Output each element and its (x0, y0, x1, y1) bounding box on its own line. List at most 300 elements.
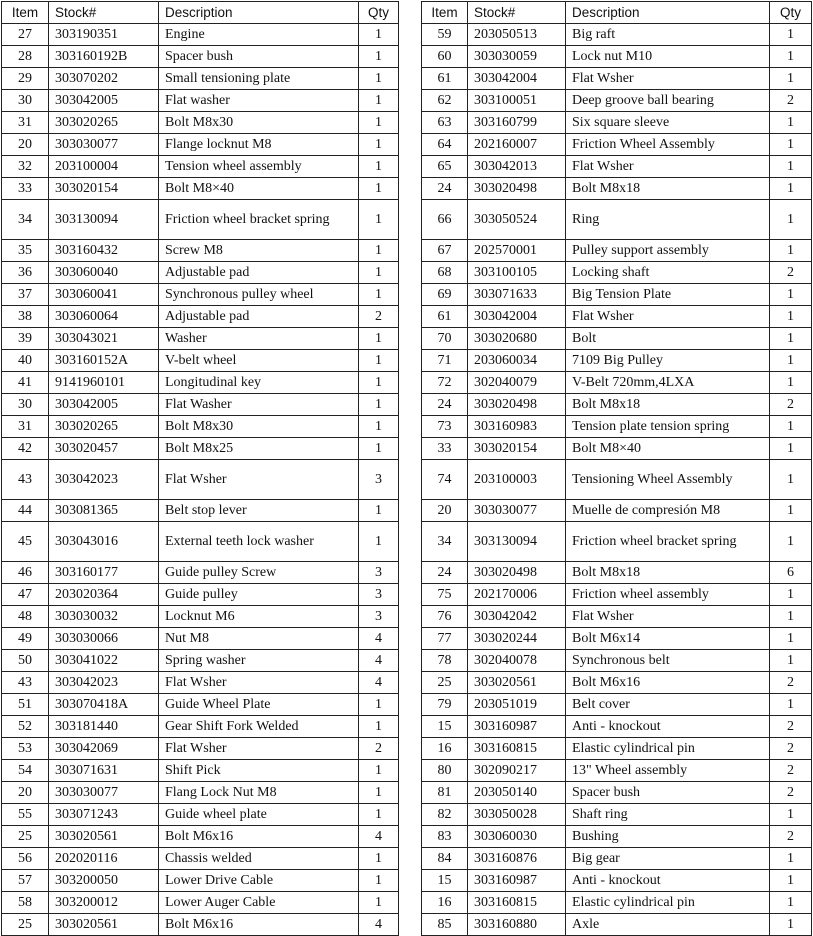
table-row (422, 240, 812, 262)
qty-cell: 4 (359, 826, 399, 848)
table-row (422, 284, 812, 306)
item-cell: 70 (422, 328, 468, 350)
item-cell: 65 (422, 156, 468, 178)
item-cell: 52 (2, 716, 49, 738)
item-cell: 33 (422, 438, 468, 460)
stock-cell: 303020498 (468, 178, 566, 200)
table-row (422, 438, 812, 460)
qty-cell: 1 (359, 416, 399, 438)
stock-cell: 303020498 (468, 394, 566, 416)
table-row (422, 460, 812, 500)
stock-cell: 202570001 (468, 240, 566, 262)
description-cell: Bolt M6x14 (566, 628, 770, 650)
stock-cell: 202020116 (49, 848, 159, 870)
description-cell: Bolt M6x16 (159, 826, 359, 848)
item-cell: 77 (422, 628, 468, 650)
qty-cell: 1 (359, 178, 399, 200)
parts-table-left (1, 1, 399, 936)
item-cell: 42 (2, 438, 49, 460)
table-row (422, 46, 812, 68)
qty-cell: 1 (359, 46, 399, 68)
table-row (422, 24, 812, 46)
item-cell: 30 (2, 394, 49, 416)
description-cell: Anti - knockout (566, 716, 770, 738)
qty-cell: 1 (359, 200, 399, 240)
qty-cell: 1 (359, 522, 399, 562)
item-cell: 39 (2, 328, 49, 350)
item-cell: 61 (422, 306, 468, 328)
table-row (2, 804, 399, 826)
table-row (2, 628, 399, 650)
table-row (2, 760, 399, 782)
description-cell: Elastic cylindrical pin (566, 738, 770, 760)
stock-cell: 303050524 (468, 200, 566, 240)
qty-cell: 1 (359, 284, 399, 306)
description-cell: Bolt M8x18 (566, 178, 770, 200)
table-row (422, 826, 812, 848)
item-cell: 34 (2, 200, 49, 240)
qty-cell: 1 (770, 46, 812, 68)
qty-cell: 1 (770, 284, 812, 306)
table-row (2, 112, 399, 134)
stock-cell: 303041022 (49, 650, 159, 672)
table-row (2, 46, 399, 68)
description-cell: Axle (566, 914, 770, 936)
qty-cell: 1 (770, 694, 812, 716)
description-cell: Big gear (566, 848, 770, 870)
description-cell: Flat Wsher (159, 460, 359, 500)
stock-cell: 303190351 (49, 24, 159, 46)
item-cell: 25 (2, 826, 49, 848)
stock-cell: 303042042 (468, 606, 566, 628)
table-row (2, 372, 399, 394)
table-row (2, 782, 399, 804)
description-cell: Bolt M8x30 (159, 416, 359, 438)
item-cell: 68 (422, 262, 468, 284)
description-cell: Flang Lock Nut M8 (159, 782, 359, 804)
table-row (2, 394, 399, 416)
stock-cell: 303020680 (468, 328, 566, 350)
header-description: Description (566, 2, 770, 24)
qty-cell: 1 (770, 350, 812, 372)
table-row (422, 200, 812, 240)
item-cell: 20 (2, 134, 49, 156)
description-cell: Flat washer (159, 90, 359, 112)
stock-cell: 303020265 (49, 112, 159, 134)
description-cell: Deep groove ball bearing (566, 90, 770, 112)
item-cell: 31 (2, 112, 49, 134)
item-cell: 50 (2, 650, 49, 672)
stock-cell: 303042005 (49, 394, 159, 416)
description-cell: 13" Wheel assembly (566, 760, 770, 782)
table-row (2, 24, 399, 46)
qty-cell: 1 (359, 870, 399, 892)
qty-cell: 1 (770, 870, 812, 892)
table-row (422, 848, 812, 870)
qty-cell: 3 (359, 562, 399, 584)
stock-cell: 303030032 (49, 606, 159, 628)
description-cell: Tension wheel assembly (159, 156, 359, 178)
table-row (2, 306, 399, 328)
qty-cell: 1 (359, 848, 399, 870)
stock-cell: 303160815 (468, 892, 566, 914)
table-row (2, 328, 399, 350)
stock-cell: 203050513 (468, 24, 566, 46)
item-cell: 55 (2, 804, 49, 826)
header-row (2, 2, 399, 24)
description-cell: Friction wheel assembly (566, 584, 770, 606)
item-cell: 85 (422, 914, 468, 936)
item-cell: 63 (422, 112, 468, 134)
stock-cell: 303160987 (468, 716, 566, 738)
item-cell: 62 (422, 90, 468, 112)
description-cell: Friction wheel bracket spring (159, 200, 359, 240)
stock-cell: 303160799 (468, 112, 566, 134)
stock-cell: 303070202 (49, 68, 159, 90)
stock-cell: 303060064 (49, 306, 159, 328)
description-cell: Spring washer (159, 650, 359, 672)
description-cell: Gear Shift Fork Welded (159, 716, 359, 738)
description-cell: Lower Drive Cable (159, 870, 359, 892)
item-cell: 45 (2, 522, 49, 562)
stock-cell: 303042004 (468, 68, 566, 90)
description-cell: Synchronous pulley wheel (159, 284, 359, 306)
qty-cell: 1 (770, 848, 812, 870)
item-cell: 57 (2, 870, 49, 892)
qty-cell: 1 (770, 628, 812, 650)
description-cell: Friction wheel bracket spring (566, 522, 770, 562)
stock-cell: 303081365 (49, 500, 159, 522)
description-cell: Lock nut M10 (566, 46, 770, 68)
description-cell: Bolt M8x25 (159, 438, 359, 460)
table-row (422, 394, 812, 416)
description-cell: External teeth lock washer (159, 522, 359, 562)
stock-cell: 303160983 (468, 416, 566, 438)
description-cell: Guide Wheel Plate (159, 694, 359, 716)
description-cell: Flat Wsher (159, 738, 359, 760)
description-cell: Longitudinal key (159, 372, 359, 394)
table-row (422, 262, 812, 284)
table-row (422, 372, 812, 394)
qty-cell: 1 (359, 156, 399, 178)
qty-cell: 1 (359, 24, 399, 46)
item-cell: 15 (422, 716, 468, 738)
description-cell: Guide pulley (159, 584, 359, 606)
qty-cell: 1 (770, 892, 812, 914)
description-cell: Pulley support assembly (566, 240, 770, 262)
stock-cell: 303042005 (49, 90, 159, 112)
description-cell: Flat Washer (159, 394, 359, 416)
qty-cell: 2 (359, 738, 399, 760)
stock-cell: 303160876 (468, 848, 566, 870)
table-row (422, 628, 812, 650)
description-cell: Belt cover (566, 694, 770, 716)
qty-cell: 1 (770, 112, 812, 134)
description-cell: Elastic cylindrical pin (566, 892, 770, 914)
stock-cell: 303030077 (49, 782, 159, 804)
item-cell: 30 (2, 90, 49, 112)
stock-cell: 303160880 (468, 914, 566, 936)
qty-cell: 1 (770, 914, 812, 936)
item-cell: 66 (422, 200, 468, 240)
description-cell: Bolt M8x18 (566, 562, 770, 584)
qty-cell: 1 (770, 584, 812, 606)
qty-cell: 4 (359, 650, 399, 672)
description-cell: V-belt wheel (159, 350, 359, 372)
item-cell: 61 (422, 68, 468, 90)
qty-cell: 6 (770, 562, 812, 584)
table-row (422, 500, 812, 522)
stock-cell: 303050028 (468, 804, 566, 826)
stock-cell: 303042023 (49, 672, 159, 694)
item-cell: 73 (422, 416, 468, 438)
stock-cell: 303160152A (49, 350, 159, 372)
description-cell: Guide pulley Screw (159, 562, 359, 584)
table-row (2, 694, 399, 716)
item-cell: 32 (2, 156, 49, 178)
qty-cell: 1 (770, 134, 812, 156)
table-row (2, 90, 399, 112)
item-cell: 34 (422, 522, 468, 562)
item-cell: 53 (2, 738, 49, 760)
table-row (2, 716, 399, 738)
description-cell: 7109 Big Pulley (566, 350, 770, 372)
description-cell: Tension plate tension spring (566, 416, 770, 438)
table-row (2, 156, 399, 178)
stock-cell: 303100105 (468, 262, 566, 284)
description-cell: Shaft ring (566, 804, 770, 826)
table-row (2, 500, 399, 522)
table-row (422, 90, 812, 112)
table-row (422, 716, 812, 738)
stock-cell: 303060040 (49, 262, 159, 284)
stock-cell: 303071631 (49, 760, 159, 782)
table-row (422, 112, 812, 134)
table-row (2, 826, 399, 848)
item-cell: 72 (422, 372, 468, 394)
item-cell: 78 (422, 650, 468, 672)
item-cell: 58 (2, 892, 49, 914)
table-row (2, 284, 399, 306)
qty-cell: 1 (359, 240, 399, 262)
table-row (2, 200, 399, 240)
stock-cell: 303020561 (49, 914, 159, 936)
stock-cell: 303060041 (49, 284, 159, 306)
description-cell: Adjustable pad (159, 262, 359, 284)
item-cell: 48 (2, 606, 49, 628)
description-cell: Shift Pick (159, 760, 359, 782)
stock-cell: 303181440 (49, 716, 159, 738)
item-cell: 43 (2, 460, 49, 500)
description-cell: Big raft (566, 24, 770, 46)
table-row (2, 522, 399, 562)
table-row (2, 438, 399, 460)
qty-cell: 4 (359, 672, 399, 694)
description-cell: Small tensioning plate (159, 68, 359, 90)
description-cell: Spacer bush (566, 782, 770, 804)
qty-cell: 1 (359, 90, 399, 112)
stock-cell: 203050140 (468, 782, 566, 804)
qty-cell: 1 (770, 200, 812, 240)
stock-cell: 9141960101 (49, 372, 159, 394)
stock-cell: 302040078 (468, 650, 566, 672)
table-row (2, 870, 399, 892)
stock-cell: 303070418A (49, 694, 159, 716)
stock-cell: 303042023 (49, 460, 159, 500)
qty-cell: 1 (770, 650, 812, 672)
description-cell: Spacer bush (159, 46, 359, 68)
header-stock: Stock# (49, 2, 159, 24)
description-cell: Belt stop lever (159, 500, 359, 522)
table-row (2, 134, 399, 156)
table-row (422, 650, 812, 672)
stock-cell: 303042069 (49, 738, 159, 760)
item-cell: 69 (422, 284, 468, 306)
description-cell: Muelle de compresión M8 (566, 500, 770, 522)
item-cell: 47 (2, 584, 49, 606)
item-cell: 43 (2, 672, 49, 694)
item-cell: 33 (2, 178, 49, 200)
description-cell: Bolt M8×40 (159, 178, 359, 200)
stock-cell: 303100051 (468, 90, 566, 112)
item-cell: 76 (422, 606, 468, 628)
qty-cell: 2 (770, 394, 812, 416)
table-row (2, 650, 399, 672)
item-cell: 64 (422, 134, 468, 156)
description-cell: Flat Wsher (159, 672, 359, 694)
item-cell: 31 (2, 416, 49, 438)
qty-cell: 2 (770, 826, 812, 848)
item-cell: 81 (422, 782, 468, 804)
description-cell: Flat Wsher (566, 606, 770, 628)
table-row (422, 178, 812, 200)
item-cell: 25 (422, 672, 468, 694)
stock-cell: 303130094 (468, 522, 566, 562)
stock-cell: 203020364 (49, 584, 159, 606)
table-row (2, 178, 399, 200)
table-row (422, 134, 812, 156)
table-row (2, 262, 399, 284)
item-cell: 24 (422, 178, 468, 200)
item-cell: 67 (422, 240, 468, 262)
qty-cell: 1 (359, 716, 399, 738)
table-row (422, 606, 812, 628)
qty-cell: 1 (770, 178, 812, 200)
item-cell: 36 (2, 262, 49, 284)
stock-cell: 203060034 (468, 350, 566, 372)
description-cell: Bolt M8x18 (566, 394, 770, 416)
description-cell: Bolt (566, 328, 770, 350)
qty-cell: 1 (770, 306, 812, 328)
table-row (2, 672, 399, 694)
table-row (2, 460, 399, 500)
item-cell: 28 (2, 46, 49, 68)
item-cell: 83 (422, 826, 468, 848)
table-row (422, 416, 812, 438)
qty-cell: 2 (359, 306, 399, 328)
description-cell: Engine (159, 24, 359, 46)
stock-cell: 203051019 (468, 694, 566, 716)
stock-cell: 203100003 (468, 460, 566, 500)
qty-cell: 1 (770, 68, 812, 90)
item-cell: 35 (2, 240, 49, 262)
qty-cell: 1 (359, 372, 399, 394)
qty-cell: 1 (359, 134, 399, 156)
table-row (422, 562, 812, 584)
item-cell: 15 (422, 870, 468, 892)
qty-cell: 1 (770, 500, 812, 522)
qty-cell: 2 (770, 672, 812, 694)
table-row (422, 870, 812, 892)
qty-cell: 1 (359, 500, 399, 522)
description-cell: Locknut M6 (159, 606, 359, 628)
table-row (422, 804, 812, 826)
table-row (2, 240, 399, 262)
item-cell: 20 (2, 782, 49, 804)
description-cell: Locking shaft (566, 262, 770, 284)
description-cell: Bushing (566, 826, 770, 848)
stock-cell: 303030066 (49, 628, 159, 650)
table-row (422, 760, 812, 782)
description-cell: Lower Auger Cable (159, 892, 359, 914)
qty-cell: 1 (359, 782, 399, 804)
description-cell: Adjustable pad (159, 306, 359, 328)
qty-cell: 1 (770, 438, 812, 460)
table-row (422, 738, 812, 760)
qty-cell: 1 (359, 438, 399, 460)
stock-cell: 303020244 (468, 628, 566, 650)
description-cell: Friction Wheel Assembly (566, 134, 770, 156)
qty-cell: 3 (359, 606, 399, 628)
description-cell: Big Tension Plate (566, 284, 770, 306)
header-item: Item (2, 2, 49, 24)
description-cell: Bolt M8x30 (159, 112, 359, 134)
item-cell: 37 (2, 284, 49, 306)
item-cell: 54 (2, 760, 49, 782)
description-cell: Screw M8 (159, 240, 359, 262)
qty-cell: 2 (770, 716, 812, 738)
stock-cell: 303030059 (468, 46, 566, 68)
description-cell: Washer (159, 328, 359, 350)
parts-table-right (421, 1, 812, 936)
stock-cell: 303020561 (49, 826, 159, 848)
qty-cell: 1 (359, 804, 399, 826)
item-cell: 79 (422, 694, 468, 716)
stock-cell: 303030077 (49, 134, 159, 156)
table-row (422, 672, 812, 694)
table-row (422, 68, 812, 90)
description-cell: Flat Wsher (566, 68, 770, 90)
qty-cell: 1 (770, 156, 812, 178)
description-cell: Bolt M6x16 (159, 914, 359, 936)
description-cell: Bolt M8×40 (566, 438, 770, 460)
table-row (422, 522, 812, 562)
qty-cell: 1 (359, 892, 399, 914)
item-cell: 71 (422, 350, 468, 372)
table-row (2, 350, 399, 372)
header-row (422, 2, 812, 24)
stock-cell: 303042004 (468, 306, 566, 328)
item-cell: 24 (422, 562, 468, 584)
stock-cell: 203100004 (49, 156, 159, 178)
stock-cell: 303020265 (49, 416, 159, 438)
description-cell: V-Belt 720mm,4LXA (566, 372, 770, 394)
qty-cell: 1 (770, 804, 812, 826)
stock-cell: 303042013 (468, 156, 566, 178)
qty-cell: 1 (359, 328, 399, 350)
item-cell: 49 (2, 628, 49, 650)
stock-cell: 303200050 (49, 870, 159, 892)
